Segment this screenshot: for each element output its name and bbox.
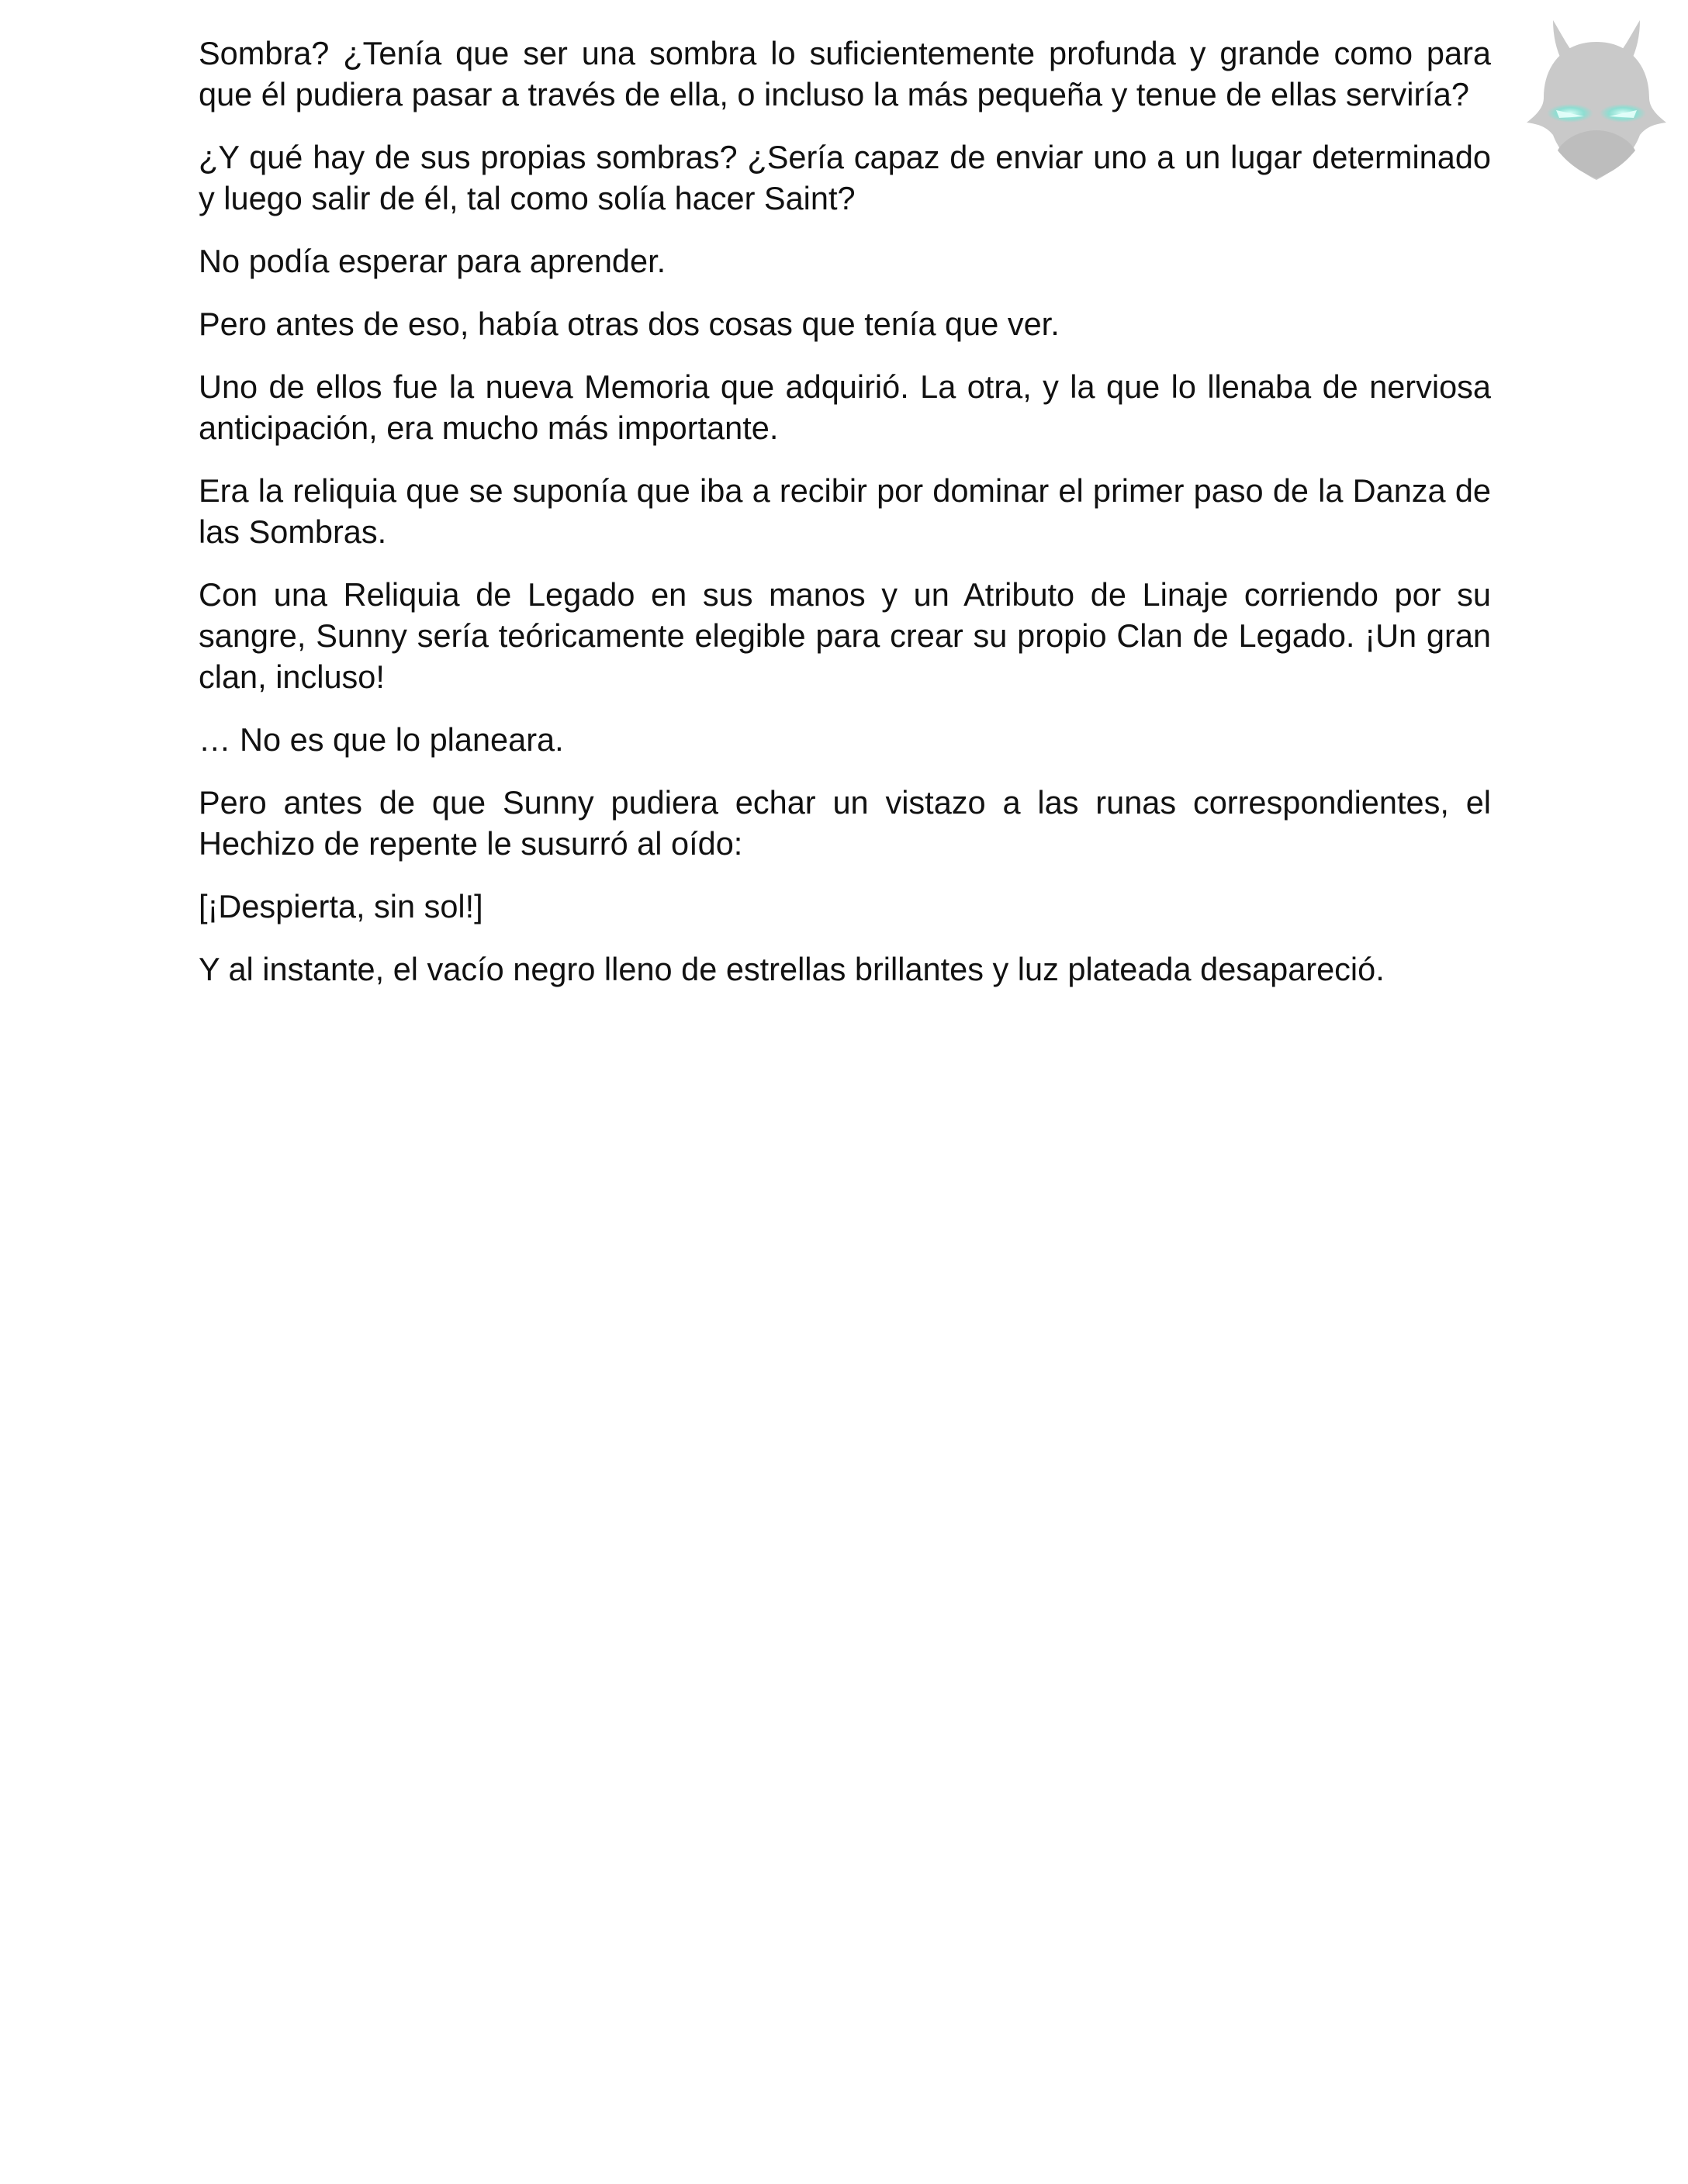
paragraph: ¿Y qué hay de sus propias sombras? ¿Sería capaz de enviar uno a un lugar determinado y luego salir de él, tal como solía hacer Saint? (199, 139, 1491, 216)
demon-head-icon (1522, 14, 1671, 186)
paragraph: Y al instante, el vacío negro lleno de estrellas brillantes y luz plateada desapareció. (199, 951, 1385, 987)
paragraph: No podía esperar para aprender. (199, 243, 666, 279)
paragraph: Sombra? ¿Tenía que ser una sombra lo suficientemente profunda y grande como para que él pudiera pasar a través de ella, o incluso la más pequeña y tenue de ellas serviría? (199, 35, 1491, 112)
paragraph: Era la reliquia que se suponía que iba a recibir por dominar el primer paso de la Danza de las Sombras. (199, 472, 1491, 550)
paragraph: Uno de ellos fue la nueva Memoria que adquirió. La otra, y la que lo llenaba de nerviosa anticipación, era mucho más importante. (199, 368, 1491, 446)
paragraph: Pero antes de eso, había otras dos cosas que tenía que ver. (199, 306, 1060, 342)
paragraph: … No es que lo planeara. (199, 721, 564, 758)
paragraph: Pero antes de que Sunny pudiera echar un vistazo a las runas correspondientes, el Hechizo de repente le susurró al oído: (199, 784, 1491, 862)
paragraph: [¡Despierta, sin sol!] (199, 888, 483, 924)
paragraph: Con una Reliquia de Legado en sus manos y un Atributo de Linaje corriendo por su sangre, Sunny sería teóricamente elegible para crear su propio Clan de Legado. ¡Un gran clan, incluso! (199, 576, 1491, 695)
body-text (199, 33, 1491, 1011)
